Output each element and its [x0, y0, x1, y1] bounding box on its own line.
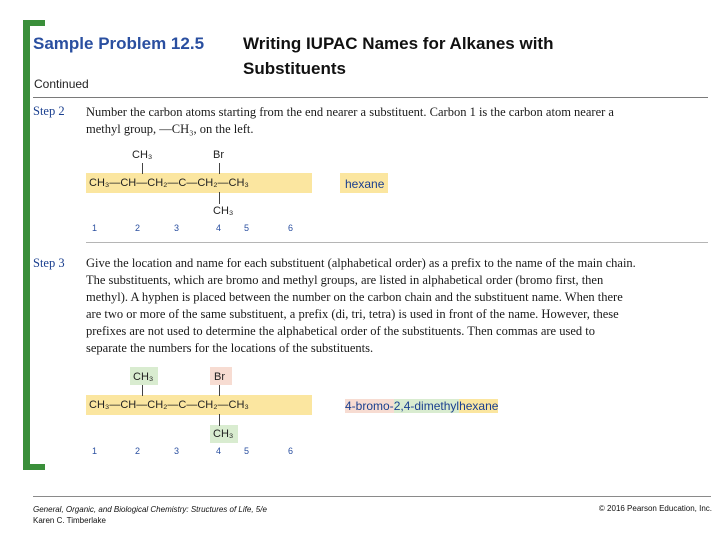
- carbon-number: 4: [216, 446, 222, 456]
- iupac-name-parent: hexane: [459, 399, 499, 413]
- carbon-number: 1: [92, 446, 98, 456]
- substituent-bromo: Br: [213, 149, 224, 161]
- continued-label: Continued: [34, 77, 89, 91]
- step-2-label: Step 2: [33, 104, 65, 118]
- substituent-methyl-top: CH₃: [132, 149, 153, 161]
- carbon-number: 2: [135, 446, 141, 456]
- carbon-number: 6: [288, 446, 294, 456]
- slide-bracket-vertical: [23, 20, 30, 470]
- title-line-1: Writing IUPAC Names for Alkanes with: [243, 34, 554, 53]
- main-chain-formula-2: CH₃—CH—CH₂—C—CH₂—CH₃: [89, 399, 249, 411]
- step-3-text: [86, 255, 686, 357]
- parent-chain-name: hexane: [345, 177, 385, 191]
- bond-c4-bromo-2: [219, 385, 220, 396]
- carbon-number: 2: [135, 223, 141, 233]
- substituent-methyl-top-2: CH₃: [133, 371, 154, 383]
- substituent-methyl-bottom-2: CH₃: [213, 428, 234, 440]
- step-divider: [86, 242, 708, 243]
- carbon-number: 3: [174, 446, 180, 456]
- slide-bracket-bottom: [23, 464, 45, 470]
- iupac-name-bromo: 4-bromo-: [345, 399, 394, 413]
- step-2-text: [86, 104, 686, 138]
- step-3-text-line: prefixes are not used to determine the alphabetical order of the substituents. Then commas are used to: [86, 324, 595, 338]
- bond-c2-methyl-2: [142, 385, 143, 396]
- step-3-text-line: The substituents, which are bromo and methyl groups, are listed in alphabetical order (bromo first, then: [86, 273, 604, 287]
- footer-book-info: [33, 504, 267, 526]
- main-chain-formula: CH₃—CH—CH₂—C—CH₂—CH₃: [89, 177, 249, 189]
- bond-c4-methyl: [219, 192, 220, 204]
- step-3-text-line: Give the location and name for each substituent (alphabetical order) as a prefix to the name of the main chain.: [86, 256, 636, 270]
- substituent-methyl-bottom: CH₃: [213, 205, 234, 217]
- step-2-text-line-1: Number the carbon atoms starting from the end nearer a substituent. Carbon 1 is the carbon atom nearer a: [86, 105, 614, 119]
- footer-rule: [33, 496, 711, 497]
- carbon-number: 5: [244, 223, 250, 233]
- step-3-label: Step 3: [33, 256, 65, 270]
- footer-book-title: General, Organic, and Biological Chemistry: Structures of Life, 5/e: [33, 505, 267, 514]
- title-line-2: Substituents: [243, 59, 346, 78]
- bond-c2-methyl: [142, 163, 143, 174]
- step-3-text-line: separate the numbers for the locations of the substituents.: [86, 341, 374, 355]
- substituent-bromo-2: Br: [214, 371, 225, 383]
- iupac-name: [345, 399, 498, 413]
- footer-author: Karen C. Timberlake: [33, 516, 106, 525]
- carbon-number: 5: [244, 446, 250, 456]
- iupac-name-methyl: 2,4-dimethyl: [393, 399, 460, 413]
- carbon-number: 3: [174, 223, 180, 233]
- header-rule: [33, 97, 708, 98]
- carbon-number: 1: [92, 223, 98, 233]
- carbon-number: 6: [288, 223, 294, 233]
- carbon-number: 4: [216, 223, 222, 233]
- sample-problem-label: Sample Problem 12.5: [33, 34, 205, 53]
- step-3-text-line: methyl). A hyphen is placed between the number on the carbon chain and the substituent name. When there: [86, 290, 623, 304]
- step-2-text-line-2: methyl group, —CH₃, on the left.: [86, 122, 254, 136]
- bond-c4-bromo: [219, 163, 220, 174]
- step-3-text-line: are two or more of the same substituent, a prefix (di, tri, tetra) is used in front of the name. However, these: [86, 307, 619, 321]
- bond-c4-methyl-2: [219, 414, 220, 426]
- footer-copyright: © 2016 Pearson Education, Inc.: [598, 504, 712, 513]
- slide-bracket-top: [23, 20, 45, 26]
